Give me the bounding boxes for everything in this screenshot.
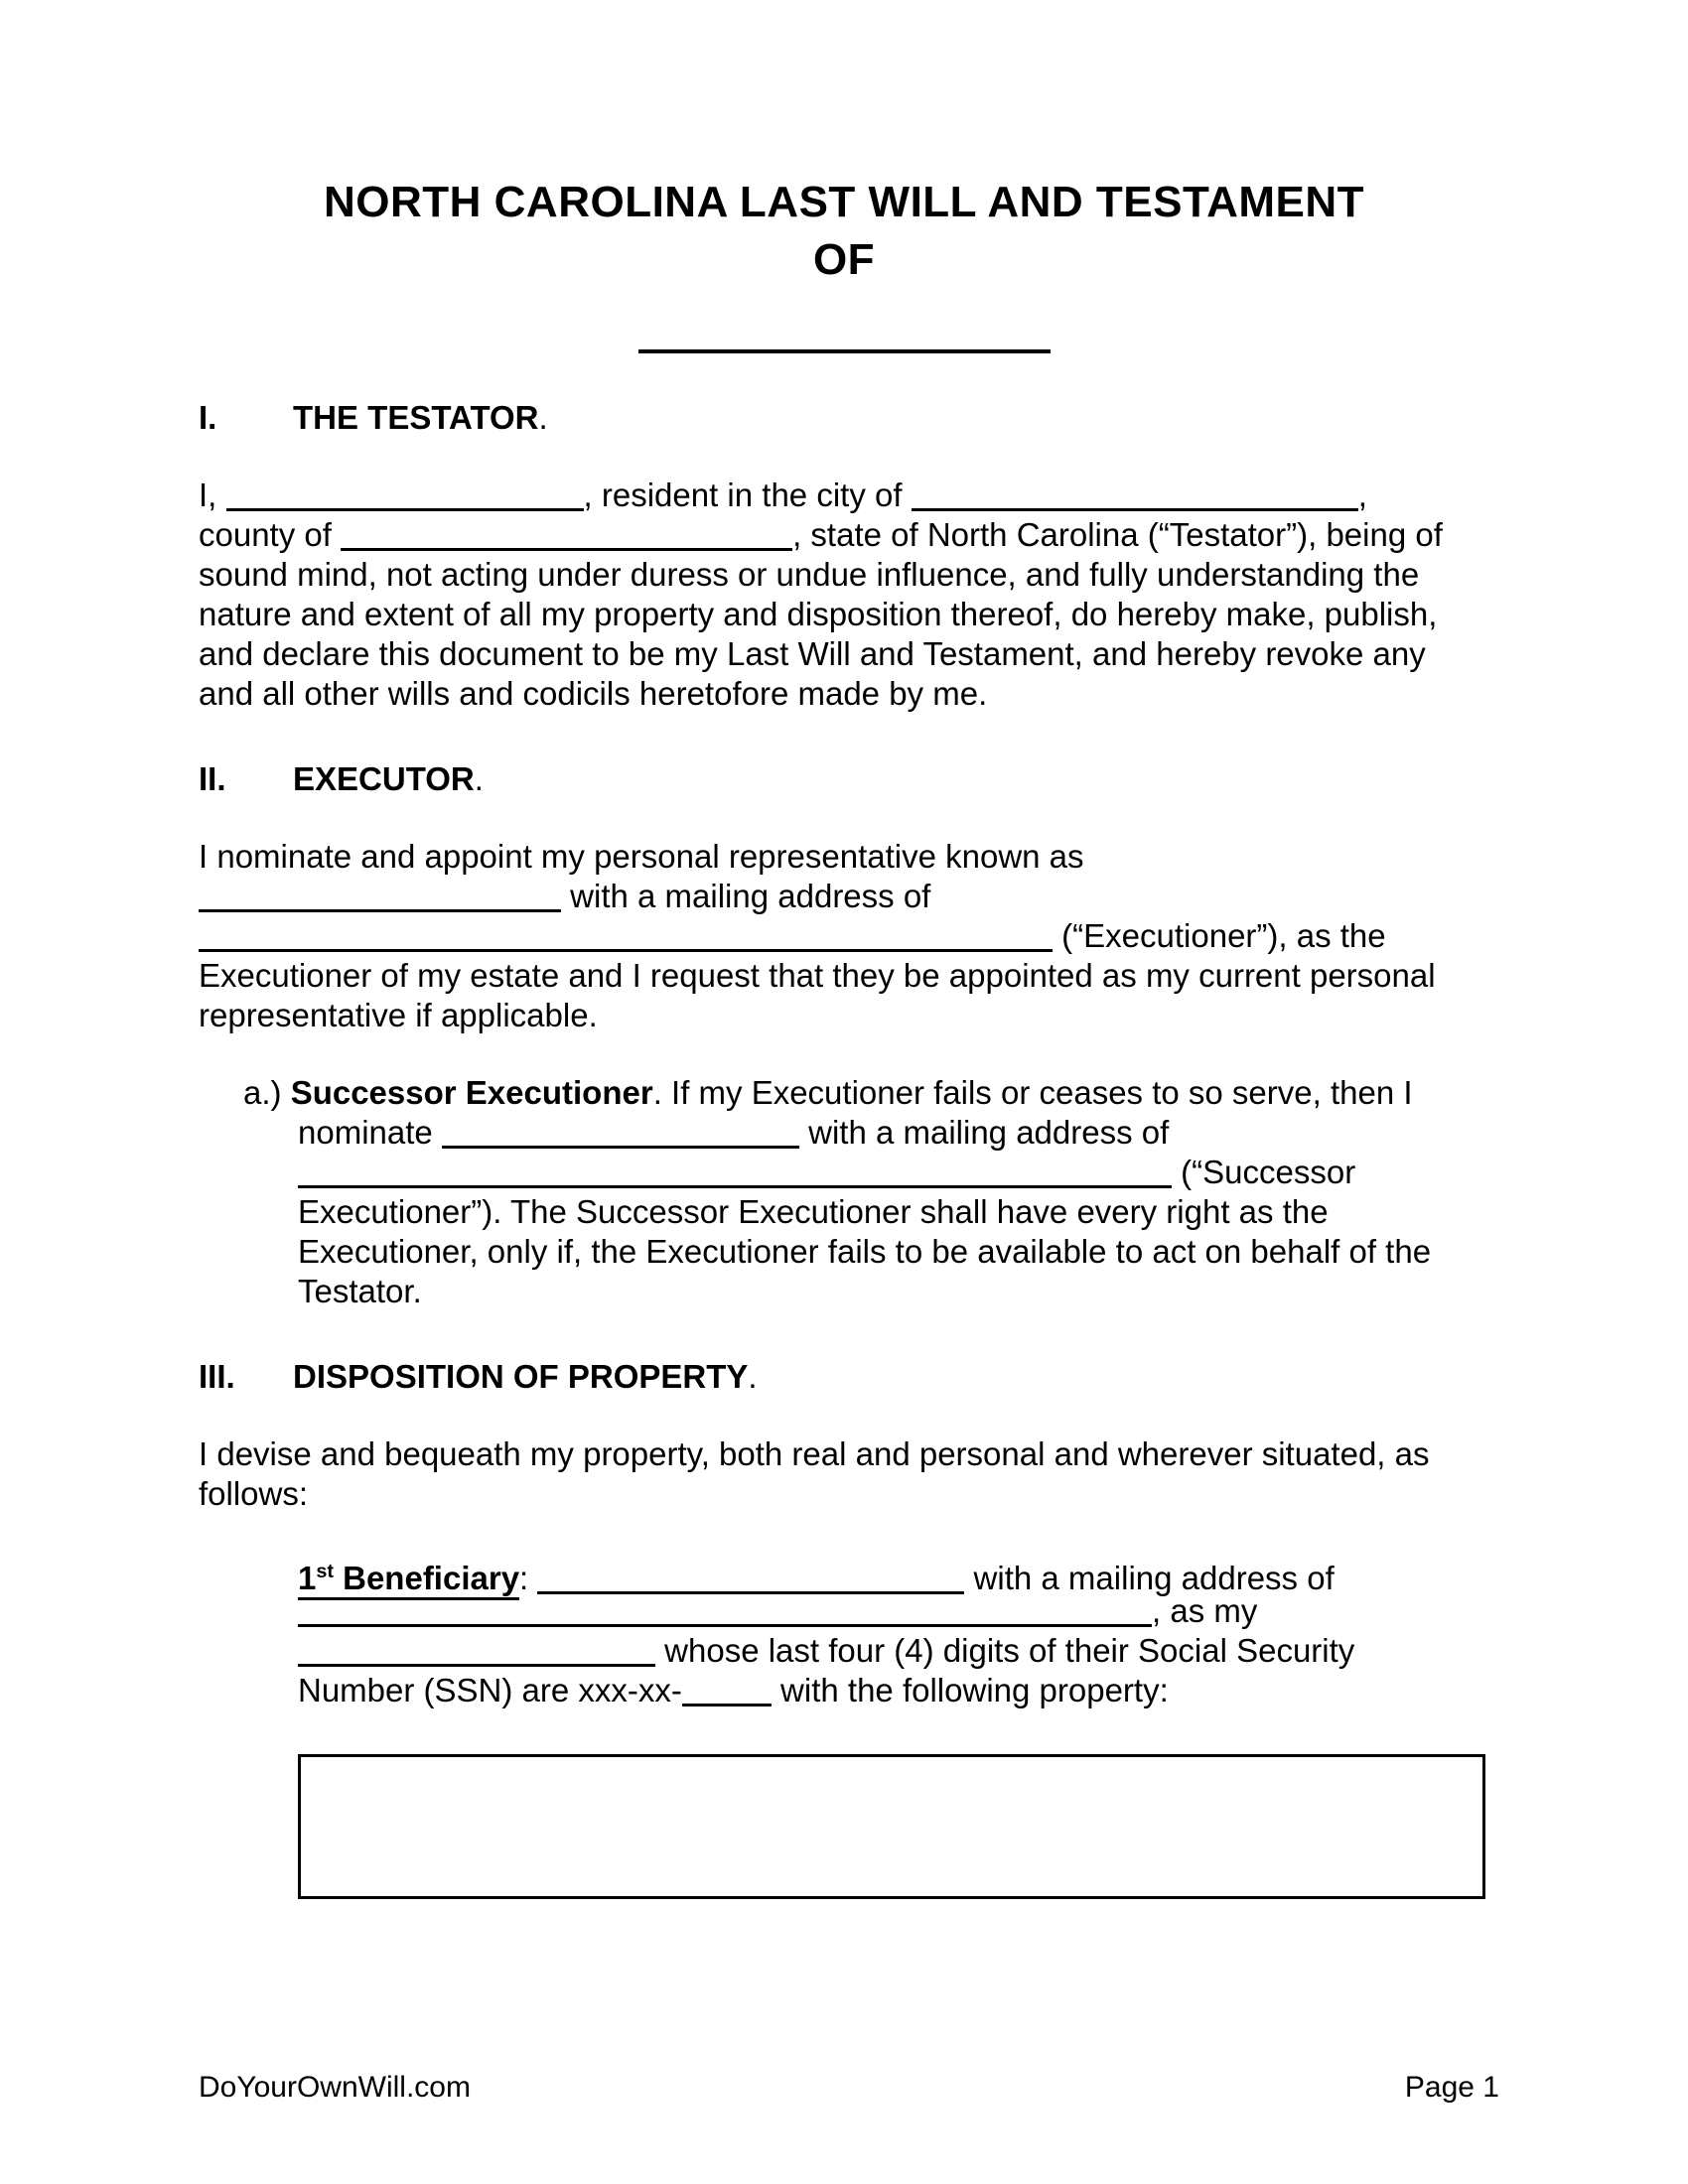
text-line: [199, 996, 1489, 1035]
text-line: [199, 877, 1489, 916]
text-run: Executioner, only if, the Executioner fails to be available to act on behalf of the: [298, 1233, 1432, 1270]
text-run: follows:: [199, 1475, 309, 1512]
beneficiary-name-field[interactable]: [537, 1562, 964, 1594]
text-line: [199, 1434, 1489, 1474]
text-run: , as my: [1152, 1592, 1258, 1629]
section-heading-disposition: [199, 1357, 1489, 1397]
executor-address-field[interactable]: [199, 919, 1053, 952]
text-run: Executioner of my estate and I request that they be appointed as my current personal: [199, 957, 1436, 994]
testator-paragraph: [199, 476, 1489, 714]
text-run: with a mailing address of: [561, 878, 931, 914]
beneficiary-ssn-field[interactable]: [682, 1674, 772, 1706]
text-run: with a mailing address of: [798, 1114, 1170, 1151]
text-run: nominate: [298, 1114, 442, 1151]
text-run: :: [519, 1560, 538, 1596]
section-label: DISPOSITION OF PROPERTY: [293, 1358, 749, 1395]
text-run: . If my Executioner fails or ceases to so serve, then I: [652, 1074, 1413, 1111]
text-line: [199, 1474, 1489, 1514]
text-line: [199, 476, 1489, 515]
label-text: Beneficiary: [333, 1560, 520, 1596]
text-line: [243, 1073, 1489, 1113]
text-run: a.): [243, 1074, 291, 1111]
executor-name-field[interactable]: [199, 880, 561, 912]
text-line: [199, 595, 1489, 634]
text-line: [298, 1153, 1489, 1192]
text-run: nature and extent of all my property and disposition thereof, do hereby make, publish,: [199, 596, 1438, 632]
section-heading-executor: [199, 759, 1489, 799]
section-label: THE TESTATOR: [293, 399, 539, 436]
text-run: I devise and bequeath my property, both real and personal and wherever situated, as: [199, 1435, 1430, 1472]
footer-page-number: Page 1: [1404, 2071, 1499, 2104]
section-number: II.: [199, 760, 226, 797]
section-period: .: [748, 1358, 758, 1395]
text-line: [298, 1113, 1489, 1153]
text-line: [199, 956, 1489, 996]
text-run: (“Successor: [1172, 1154, 1356, 1190]
label-text: 1: [298, 1560, 317, 1596]
successor-executor-address-field[interactable]: [298, 1156, 1172, 1188]
text-run: and all other wills and codicils heretofore made by me.: [199, 675, 988, 712]
text-line: [199, 634, 1489, 674]
section-label: EXECUTOR: [293, 760, 475, 797]
testator-name-field[interactable]: [226, 478, 584, 511]
section-number: I.: [199, 399, 217, 436]
text-run: , state of North Carolina (“Testator”), being of: [792, 516, 1443, 553]
section-period: .: [538, 399, 548, 436]
text-line: [199, 837, 1489, 877]
section-period: .: [474, 760, 484, 797]
text-line: [298, 1631, 1489, 1671]
text-run: representative if applicable.: [199, 997, 598, 1033]
page-footer: [199, 2071, 1499, 2105]
text-run: ,: [1357, 477, 1367, 513]
testator-county-field[interactable]: [341, 518, 792, 551]
text-line: [199, 555, 1489, 595]
text-run: with the following property:: [771, 1672, 1169, 1708]
testator-city-field[interactable]: [912, 478, 1358, 511]
successor-executor-paragraph: [243, 1073, 1489, 1311]
section-heading-testator: [199, 398, 1489, 438]
text-line: [298, 1232, 1489, 1272]
superscript-text: st: [316, 1561, 334, 1582]
footer-site-name: DoYourOwnWill.com: [199, 2071, 471, 2104]
testator-name-title-field[interactable]: [638, 320, 1051, 353]
title-blank-row: [199, 319, 1489, 352]
text-run: Successor Executioner: [290, 1074, 653, 1111]
text-run: sound mind, not acting under duress or undue influence, and fully understanding the: [199, 556, 1420, 593]
beneficiary-address-field[interactable]: [298, 1594, 1152, 1627]
text-run: I,: [199, 477, 226, 513]
text-run: county of: [199, 516, 342, 553]
text-run: I nominate and appoint my personal representative known as: [199, 838, 1084, 875]
text-run: Testator.: [298, 1273, 422, 1309]
text-line: [199, 916, 1489, 956]
disposition-paragraph: [199, 1434, 1489, 1514]
text-line: [298, 1671, 1489, 1710]
property-description-box[interactable]: [298, 1754, 1485, 1899]
successor-executor-name-field[interactable]: [442, 1116, 799, 1149]
text-run: with a mailing address of: [964, 1560, 1335, 1596]
document-title-line1: NORTH CAROLINA LAST WILL AND TESTAMENT: [323, 178, 1364, 226]
section-number: III.: [199, 1358, 235, 1395]
text-run: and declare this document to be my Last Will and Testament, and hereby revoke any: [199, 635, 1426, 672]
text-line: [298, 1272, 1489, 1311]
text-line: [298, 1192, 1489, 1232]
text-line: [199, 515, 1489, 555]
text-line: [298, 1591, 1489, 1631]
text-run: (“Executioner”), as the: [1053, 917, 1386, 954]
text-run: whose last four (4) digits of their Social Security: [655, 1632, 1355, 1669]
beneficiary-relation-field[interactable]: [298, 1634, 655, 1667]
text-run: Number (SSN) are xxx-xx-: [298, 1672, 682, 1708]
text-line: [298, 1552, 1489, 1596]
document-title-line2: OF: [812, 235, 876, 284]
text-line: [199, 674, 1489, 714]
text-run: , resident in the city of: [583, 477, 912, 513]
executor-paragraph: [199, 837, 1489, 1035]
first-beneficiary-paragraph: [298, 1552, 1489, 1710]
text-run: Executioner”). The Successor Executioner shall have every right as the: [298, 1193, 1329, 1230]
document-title: [199, 174, 1489, 289]
